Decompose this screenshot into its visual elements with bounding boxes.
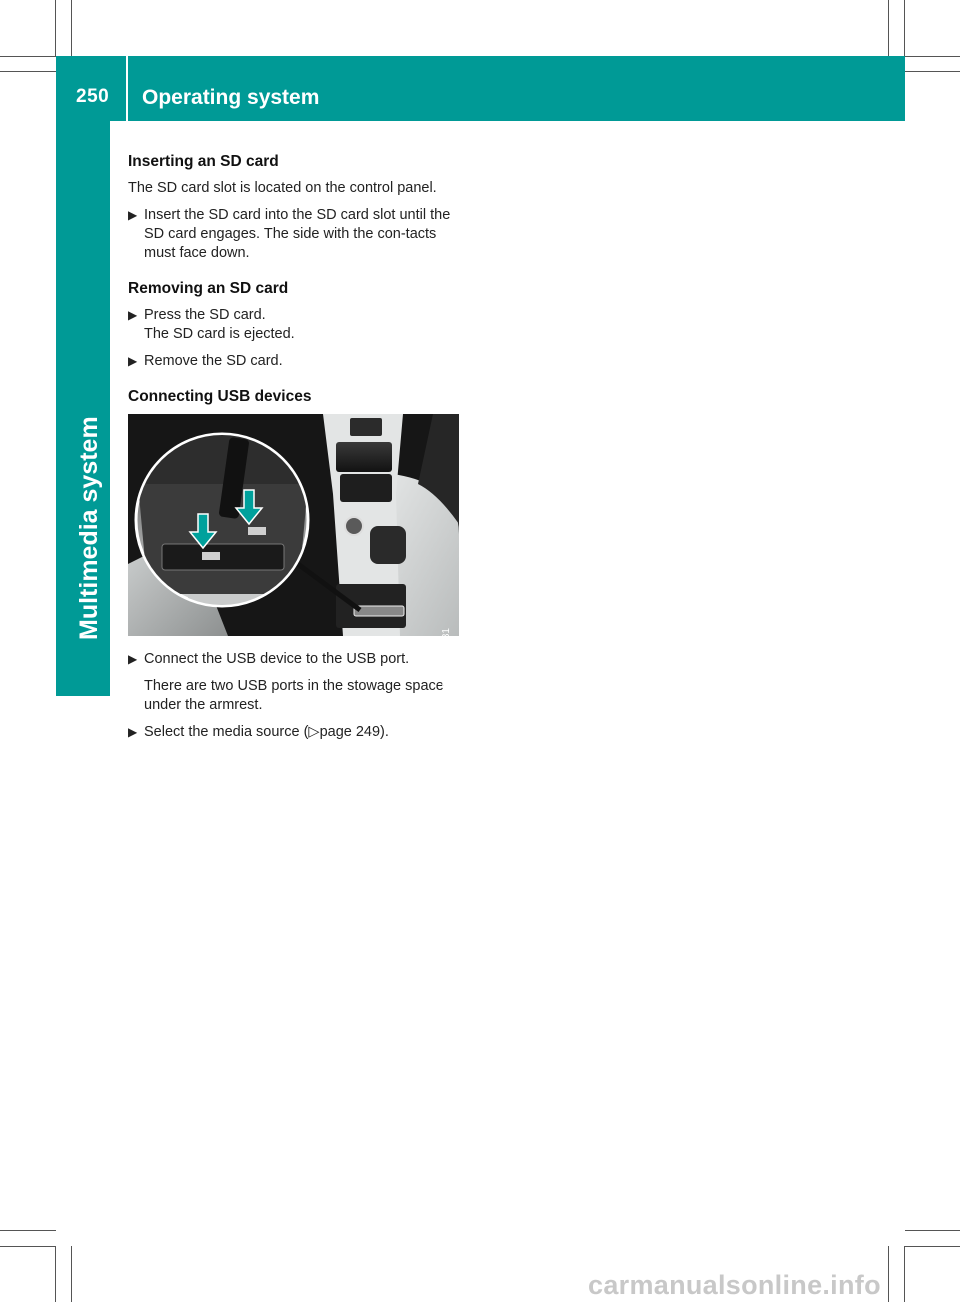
- crop-mark: [888, 0, 889, 56]
- paragraph: The SD card slot is located on the control panel.: [128, 180, 437, 196]
- crop-mark: [888, 1246, 889, 1302]
- page-title: Operating system: [142, 86, 320, 109]
- step-arrow-icon: ▶: [128, 208, 138, 222]
- instruction-step: [128, 650, 460, 669]
- usb-port-illustration: [128, 414, 459, 636]
- header-divider: [126, 56, 128, 121]
- crop-mark: [0, 1230, 56, 1231]
- page-number: 250: [76, 86, 110, 107]
- crop-mark: [905, 1246, 960, 1247]
- content-column: [128, 152, 460, 750]
- crop-mark: [0, 56, 56, 57]
- heading-removing-sd: Removing an SD card: [128, 280, 289, 297]
- instruction-step: [128, 723, 460, 742]
- heading-inserting-sd: Inserting an SD card: [128, 153, 279, 170]
- crop-mark: [0, 71, 56, 72]
- crop-mark: [904, 0, 905, 56]
- step-text: Connect the USB device to the USB port.: [144, 651, 410, 667]
- crop-mark: [905, 1230, 960, 1231]
- crop-mark: [71, 0, 72, 56]
- watermark: carmanualsonline.info: [588, 1270, 881, 1300]
- crop-mark: [905, 56, 960, 57]
- heading-connecting-usb: Connecting USB devices: [128, 388, 312, 405]
- instruction-step: [128, 352, 460, 371]
- step-text: Remove the SD card.: [144, 353, 283, 369]
- crop-mark: [71, 1246, 72, 1302]
- page-reference-link[interactable]: page 249).: [319, 724, 389, 740]
- step-text: Insert the SD card into the SD card slot until the SD card engages. The side with the con-tacts must face down.: [144, 207, 451, 261]
- step-arrow-icon: ▶: [128, 652, 138, 666]
- page-reference-icon: ▷: [308, 724, 320, 740]
- usb-port-photo: P82.89-2798-31: [128, 414, 459, 636]
- step-arrow-icon: ▶: [128, 308, 138, 322]
- instruction-step: [128, 206, 460, 263]
- instruction-step: [128, 306, 460, 344]
- crop-mark: [55, 0, 56, 56]
- step-arrow-icon: ▶: [128, 725, 138, 739]
- crop-mark: [904, 1246, 905, 1302]
- step-arrow-icon: ▶: [128, 354, 138, 368]
- crop-mark: [0, 1246, 56, 1247]
- crop-mark: [55, 1246, 56, 1302]
- step-note: There are two USB ports in the stowage space under the armrest.: [144, 678, 444, 713]
- crop-mark: [905, 71, 960, 72]
- step-result: The SD card is ejected.: [144, 326, 295, 342]
- chapter-tab-label: Multimedia system: [75, 416, 103, 640]
- step-text: Press the SD card.: [144, 307, 266, 323]
- step-text: Select the media source (: [144, 724, 309, 740]
